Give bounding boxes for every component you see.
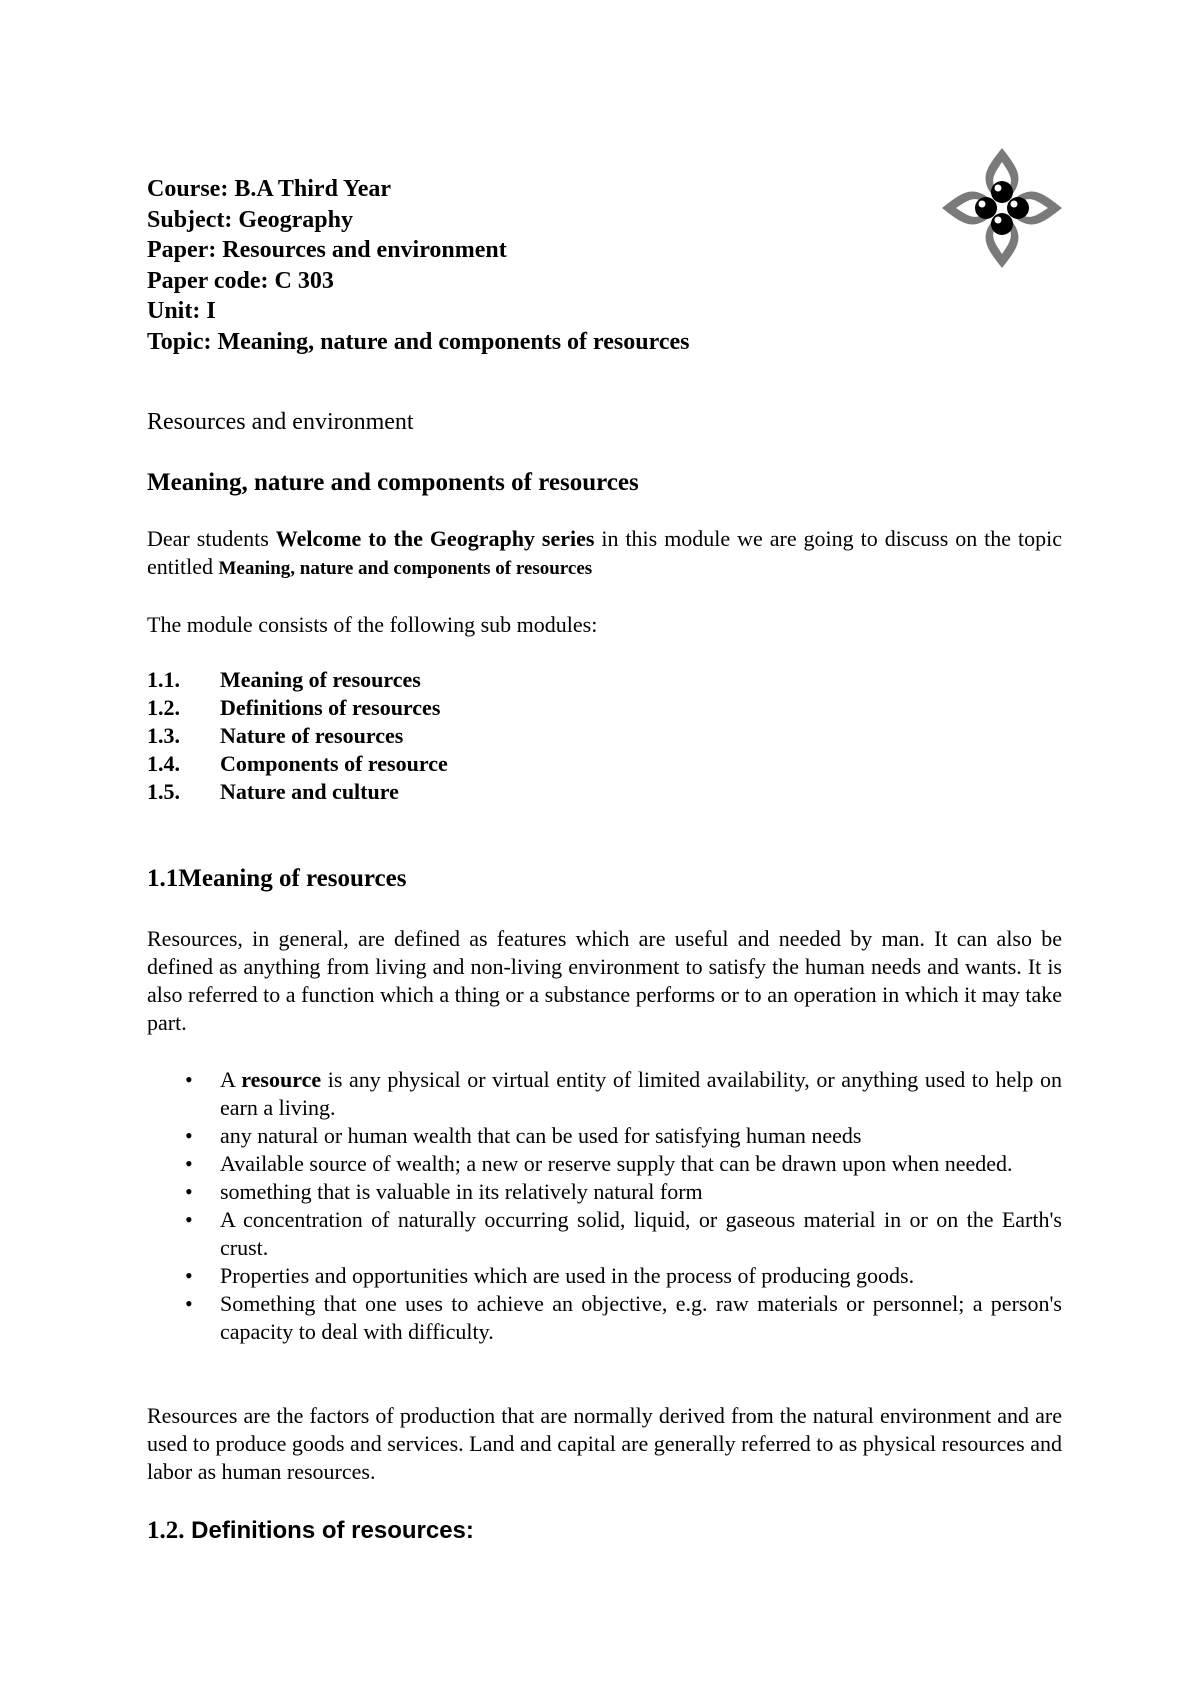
list-item-label: Components of resource (220, 751, 448, 776)
paper-code-line: Paper code: C 303 (147, 267, 334, 294)
list-item (147, 1122, 1062, 1150)
bullet-text: A concentration of naturally occurring solid, liquid, or gaseous material in or on the Earth's crust. (220, 1207, 1062, 1260)
bullet-text-pre: A (220, 1067, 242, 1092)
intro-text-1: Dear students (147, 526, 276, 551)
section-heading-definitions (147, 1517, 474, 1545)
section-number: 1.2. (147, 1517, 185, 1544)
bullet-bold-term: resource (241, 1067, 322, 1092)
list-item (147, 1150, 1062, 1178)
list-item-label: Meaning of resources (220, 667, 421, 692)
list-item (147, 1066, 1062, 1122)
bullet-text: Available source of wealth; a new or reserve supply that can be drawn upon when needed. (220, 1151, 1013, 1176)
list-item (147, 1290, 1062, 1346)
bullet-text: any natural or human wealth that can be used for satisfying human needs (220, 1123, 862, 1148)
course-header (147, 174, 847, 357)
intro-text-2: in this module we are going to discuss on the topic entitled (147, 526, 1062, 579)
list-item (147, 666, 448, 694)
bullet-icon: • (185, 1067, 193, 1092)
bullet-icon: • (185, 1291, 193, 1316)
intro-bold-topic: Meaning, nature and components of resources (218, 558, 593, 579)
document-subtitle: Resources and environment (147, 409, 414, 435)
list-item (147, 694, 448, 722)
bullet-text: Properties and opportunities which are used in the process of producing goods. (220, 1263, 915, 1288)
sub-module-list (147, 666, 448, 806)
bullet-icon: • (185, 1263, 193, 1288)
intro-paragraph (147, 525, 1062, 583)
module-intro-text: The module consists of the following sub modules: (147, 612, 598, 637)
paper-line: Paper: Resources and environment (147, 237, 507, 263)
bullet-icon: • (185, 1151, 193, 1176)
bullet-icon: • (185, 1207, 193, 1232)
bullet-icon: • (185, 1123, 193, 1148)
list-item-number: 1.5. (147, 779, 180, 804)
list-item-number: 1.3. (147, 723, 180, 748)
list-item-label: Definitions of resources (220, 695, 441, 720)
list-item-number: 1.2. (147, 695, 180, 720)
list-item-label: Nature of resources (220, 723, 404, 748)
meaning-paragraph: Resources, in general, are defined as features which are useful and needed by man. It can also be defined as anything from living and non-living environment to satisfy the human needs and wants. It is also referred to a function which a thing or a substance performs or to an operation in which it may take part. (147, 926, 1062, 1035)
resource-definition-bullets (147, 1066, 1062, 1346)
bullet-text: something that is valuable in its relatively natural form (220, 1179, 703, 1204)
list-item (147, 1262, 1062, 1290)
bullet-text-post: is any physical or virtual entity of limited availability, or anything used to help on earn a living. (220, 1067, 1062, 1120)
section-heading-text: Definitions of resources: (184, 1517, 474, 1544)
document-title: Meaning, nature and components of resources (147, 469, 639, 496)
list-item (147, 778, 448, 806)
course-line: Course: B.A Third Year (147, 176, 392, 202)
list-item (147, 750, 448, 778)
intro-bold-series: Welcome to the Geography series (275, 526, 595, 551)
subject-line: Subject: Geography (147, 206, 353, 233)
four-petal-flower-logo-icon (940, 146, 1064, 270)
list-item-number: 1.4. (147, 751, 180, 776)
list-item-label: Nature and culture (220, 779, 399, 804)
list-item (147, 722, 448, 750)
topic-line: Topic: Meaning, nature and components of resources (147, 328, 690, 355)
bullet-icon: • (185, 1179, 193, 1204)
unit-line: Unit: I (147, 298, 216, 324)
bullet-text: Something that one uses to achieve an objective, e.g. raw materials or personnel; a person's capacity to deal with difficulty. (220, 1291, 1062, 1344)
list-item-number: 1.1. (147, 667, 180, 692)
list-item (147, 1206, 1062, 1262)
list-item (147, 1178, 1062, 1206)
factors-paragraph: Resources are the factors of production that are normally derived from the natural environment and are used to produce goods and services. Land and capital are generally referred to as physical resources and labor as human resources. (147, 1403, 1062, 1484)
section-heading-meaning: 1.1Meaning of resources (147, 865, 407, 892)
